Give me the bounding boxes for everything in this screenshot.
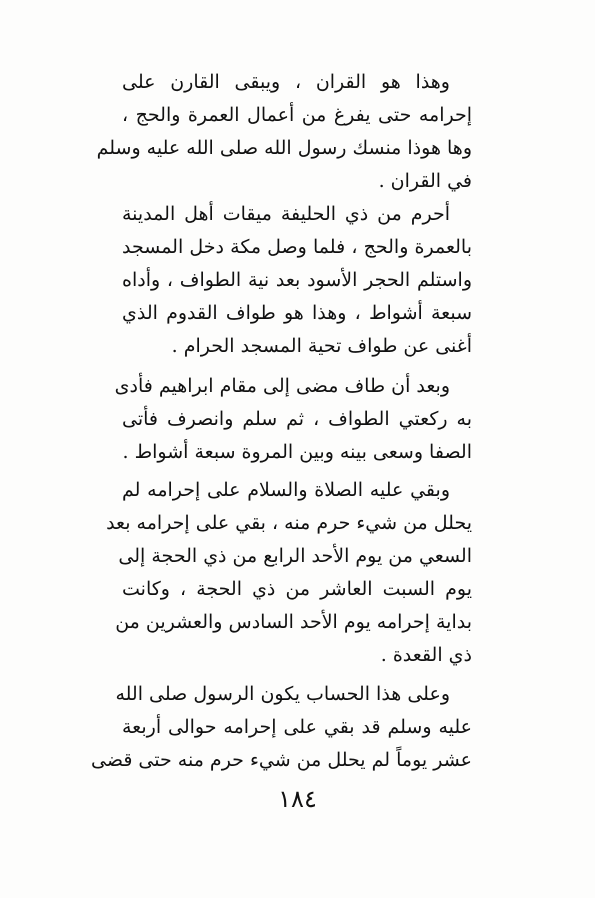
text-line: عشر يوماً لم يحلل من شيء حرم منه حتى قضى (91, 749, 472, 771)
text-line: ذي القعدة . (380, 644, 472, 666)
text-line: أحرم من ذي الحليفة ميقات أهل المدينة (122, 203, 450, 225)
paragraph-2 (122, 198, 472, 363)
text-line: وعلى هذا الحساب يكون الرسول صلى الله (115, 683, 450, 705)
text-line: يحلل من شيء حرم منه ، بقي على إحرامه بعد (106, 512, 472, 534)
text-line: عليه وسلم قد بقي على إحرامه حوالى أربعة (122, 716, 472, 738)
text-line: به ركعتي الطواف ، ثم سلم وانصرف فأتى (122, 408, 472, 430)
text-line: وبعد أن طاف مضى إلى مقام ابراهيم فأدى (114, 375, 450, 397)
text-line: أغنى عن طواف تحية المسجد الحرام . (171, 335, 472, 357)
paragraph-5 (91, 678, 472, 777)
text-line: الصفا وسعى بينه وبين المروة سبعة أشواط . (122, 441, 472, 463)
paragraph-4 (106, 474, 472, 672)
text-line: بداية إحرامه يوم الأحد السادس والعشرين من (115, 611, 472, 633)
text-line: واستلم الحجر الأسود بعد نية الطواف ، وأداه (122, 269, 472, 291)
paragraph-1 (96, 66, 472, 198)
text-line: السعي من يوم الأحد الرابع من ذي الحجة إلى (118, 545, 472, 567)
page-number: ١٨٤ (278, 785, 317, 813)
text-line: بالعمرة والحج ، فلما وصل مكة دخل المسجد (122, 236, 472, 258)
text-line: وهذا هو القران ، ويبقى القارن على (122, 71, 450, 93)
text-line: سبعة أشواط ، وهذا هو طواف القدوم الذي (122, 302, 472, 324)
text-line: وها هوذا منسك رسول الله صلى الله عليه وسلم (96, 137, 472, 159)
text-line: إحرامه حتى يفرغ من أعمال العمرة والحج ، (122, 104, 472, 126)
text-line: يوم السبت العاشر من ذي الحجة ، وكانت (122, 578, 472, 600)
paragraph-3 (114, 370, 472, 469)
text-line: وبقي عليه الصلاة والسلام على إحرامه لم (122, 479, 450, 501)
text-line: في القران . (378, 170, 472, 192)
